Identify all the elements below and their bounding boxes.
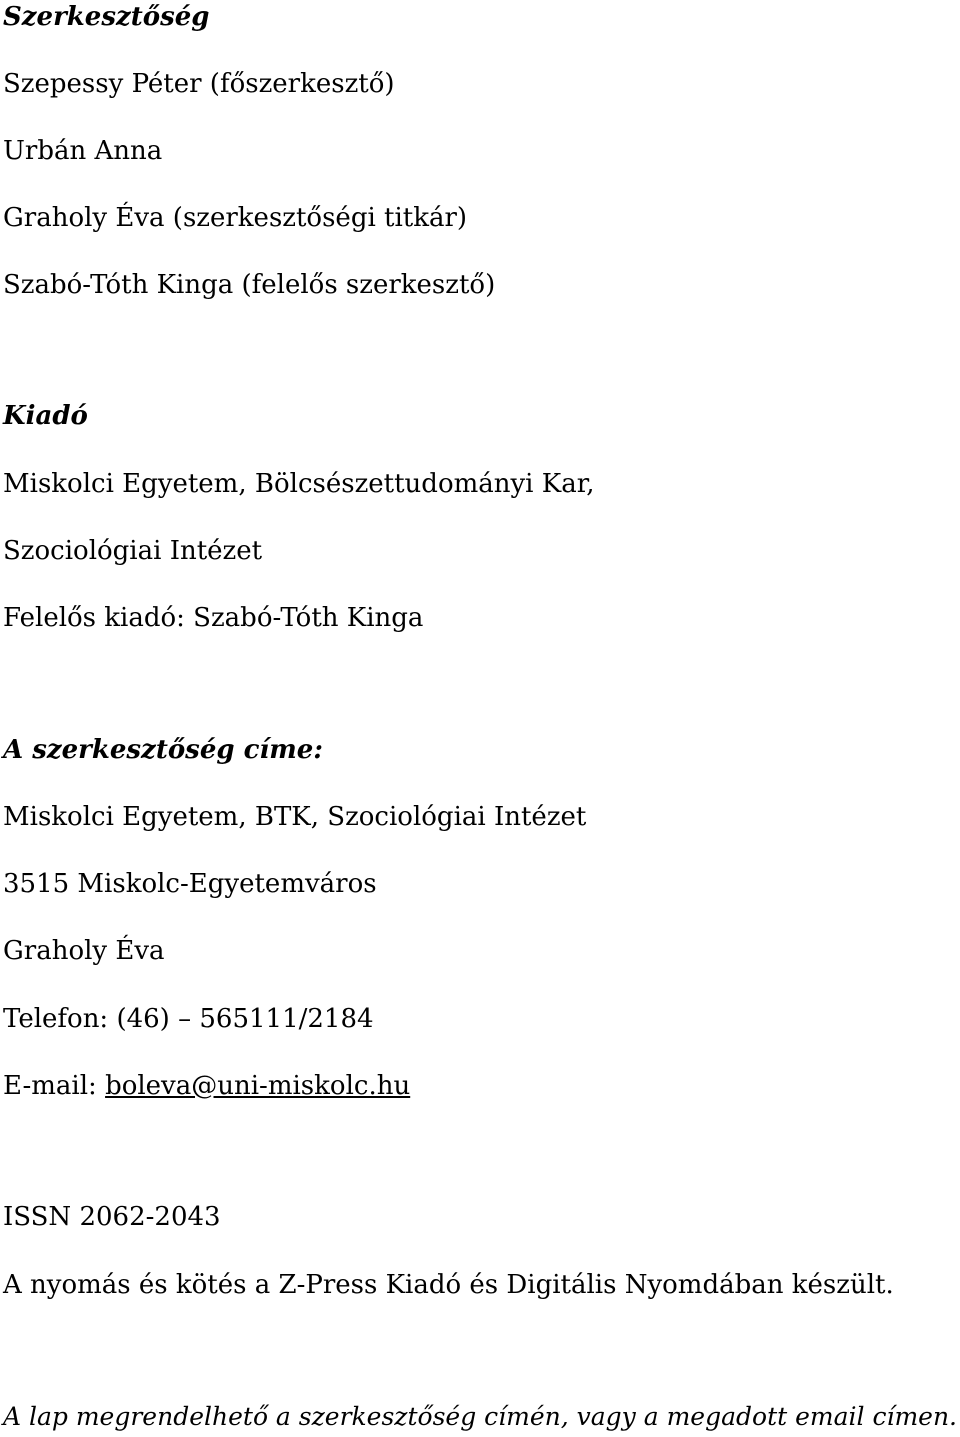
editorial-member-2: Urbán Anna — [3, 136, 163, 166]
publisher-line-3: Felelős kiadó: Szabó-Tóth Kinga — [3, 603, 424, 633]
address-heading: A szerkesztőség címe: — [3, 735, 323, 765]
issn: ISSN 2062-2043 — [3, 1202, 221, 1232]
publisher-heading: Kiadó — [3, 401, 88, 431]
address-email-row — [3, 1069, 410, 1103]
address-line-1: Miskolci Egyetem, BTK, Szociológiai Intézet — [3, 802, 587, 832]
publisher-line-1: Miskolci Egyetem, Bölcsészettudományi Kar, — [3, 469, 595, 499]
printing-note: A nyomás és kötés a Z-Press Kiadó és Digitális Nyomdában készült. — [3, 1270, 894, 1300]
publisher-line-2: Szociológiai Intézet — [3, 536, 263, 566]
editorial-member-3: Graholy Éva (szerkesztőségi titkár) — [3, 203, 468, 233]
email-link[interactable]: boleva@uni-miskolc.hu — [105, 1071, 411, 1101]
editorial-member-1: Szepessy Péter (főszerkesztő) — [3, 69, 395, 99]
ordering-note: A lap megrendelhető a szerkesztőség címén, vagy a megadott email címen. — [3, 1402, 957, 1431]
email-label: E-mail: — [3, 1071, 106, 1101]
editorial-heading: Szerkesztőség — [3, 2, 210, 32]
editorial-member-4: Szabó-Tóth Kinga (felelős szerkesztő) — [3, 270, 496, 300]
address-phone: Telefon: (46) – 565111/2184 — [3, 1004, 374, 1034]
address-line-2: 3515 Miskolc-Egyetemváros — [3, 869, 377, 899]
address-contact-name: Graholy Éva — [3, 936, 165, 966]
